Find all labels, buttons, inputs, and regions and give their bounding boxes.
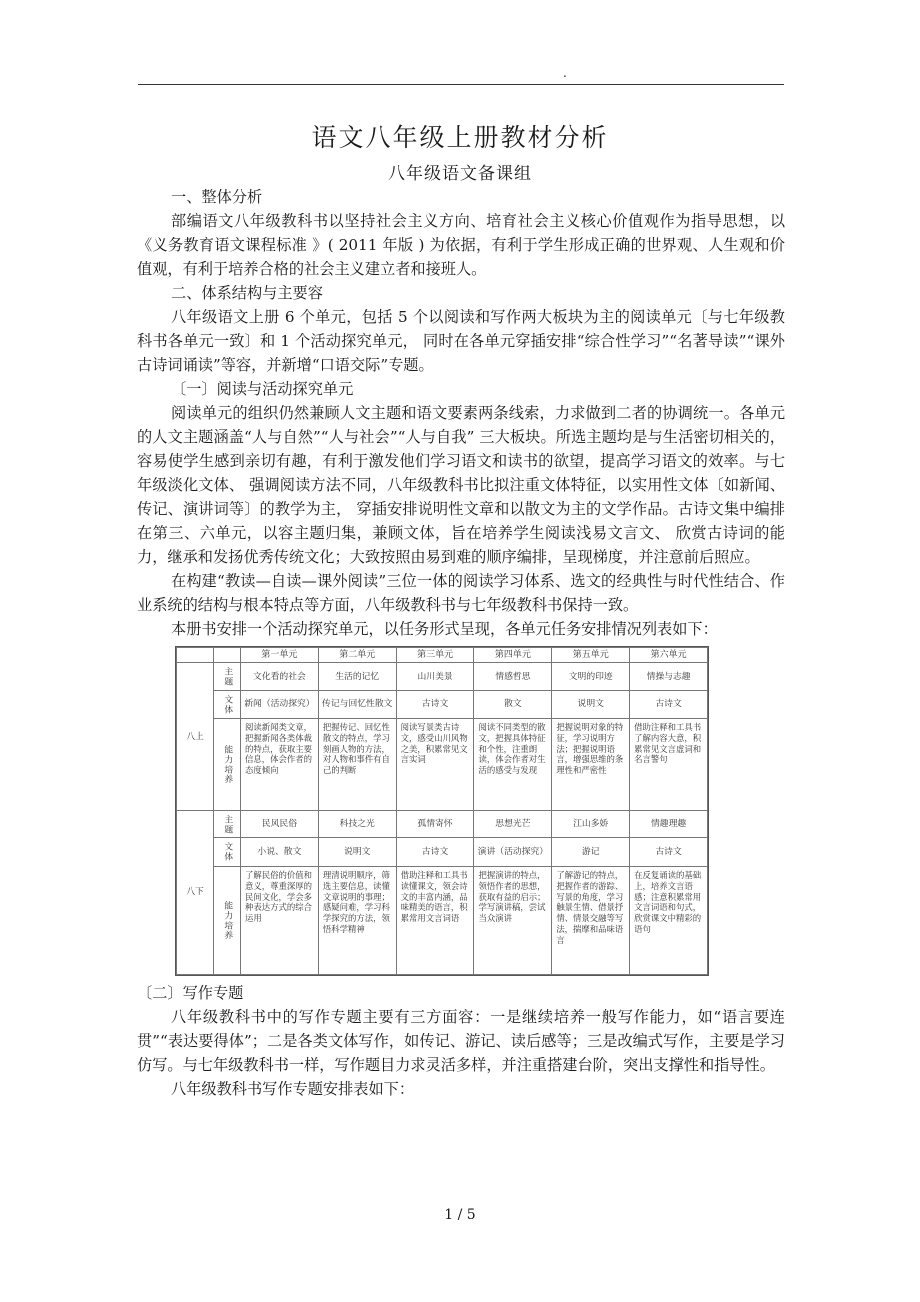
theme-cell: 情感哲思 <box>474 663 552 691</box>
unit-header: 第二单元 <box>318 648 396 663</box>
section-heading-structure: 二、体系结构与主要容 <box>171 284 323 302</box>
ability-cell: 了解游记的特点，把握作者的游踪、写景的角度，学习触景生情、借景抒情、情景交融等写法，揣摩和品味语言 <box>552 866 630 974</box>
grade-label-upper: 八上 <box>177 663 214 811</box>
ability-cell: 借助注释和工具书了解内容大意，积累常见文言虚词和名言警句 <box>630 718 708 811</box>
row-label-ability: 能力培养 <box>214 718 241 811</box>
row-label-genre: 文体 <box>214 691 241 719</box>
unit-header: 第三单元 <box>396 648 474 663</box>
paragraph-reading-3: 本册书安排一个活动探究单元，以任务形式呈现，各单元任务安排情况列表如下： <box>171 620 718 638</box>
table-corner <box>177 648 214 663</box>
unit-task-table <box>175 646 709 976</box>
theme-cell: 生活的记忆 <box>318 663 396 691</box>
paragraph-reading-2: 在构建“教读—自读—课外阅读”三位一体的阅读学习体系、选文的经典性与时代性结合、作业系统的结构与根本特点等方面，八年级教科书与七年级教科书保持一致。 <box>137 572 785 614</box>
row-label-theme: 主题 <box>214 811 241 838</box>
genre-cell: 古诗文 <box>396 691 474 719</box>
genre-cell: 游记 <box>552 838 630 867</box>
subsection-heading-writing: 〔二〕写作专题 <box>137 984 244 1002</box>
ability-cell: 阅读写景类古诗文，感受山川风物之美，积累常见文言实词 <box>396 718 474 811</box>
ability-cell: 在反复诵读的基础上，培养文言语感；注意积累常用文言词语和句式，欣赏课文中精彩的语句 <box>630 866 708 974</box>
genre-cell: 新闻（活动探究） <box>241 691 319 719</box>
theme-cell: 孤情寄怀 <box>396 811 474 838</box>
unit-header: 第一单元 <box>241 648 319 663</box>
genre-cell: 小说、散文 <box>241 838 319 867</box>
unit-header: 第六单元 <box>630 648 708 663</box>
header-rule <box>138 84 784 85</box>
ability-cell: 借助注释和工具书读懂课文，领会诗文的丰富内涵，品味精美的语言，积累常用文言词语 <box>396 866 474 974</box>
ability-cell: 把握传记、回忆性散文的特点，学习刻画人物的方法，对人物和事件有自己的判断 <box>318 718 396 811</box>
theme-cell: 山川美景 <box>396 663 474 691</box>
ability-cell: 把握说明对象的特征，学习说明方法；把握说明语言，增强思维的条理性和严密性 <box>552 718 630 811</box>
table-corner <box>214 648 241 663</box>
theme-cell: 文化看的社会 <box>241 663 319 691</box>
ability-cell: 理清说明顺序，筛选主要信息，读懂文章说明的事理；感疑问难，学习科学探究的方法，领悟科学精神 <box>318 866 396 974</box>
paragraph-structure: 八年级语文上册 6 个单元，包括 5 个以阅读和写作两大板块为主的阅读单元〔与七年级教科书各单元一致〕和 1 个活动探究单元， 同时在各单元穿插安排“综合性学习”“名著导读”“课外古诗词诵读”等容，并新增“口语交际”专题。 <box>137 308 785 374</box>
theme-cell: 科技之光 <box>318 811 396 838</box>
theme-cell: 情操与志趣 <box>630 663 708 691</box>
theme-cell: 文明的印迹 <box>552 663 630 691</box>
grade-label-lower: 八下 <box>177 811 214 975</box>
header-dot: . <box>563 66 567 80</box>
paragraph-reading-1: 阅读单元的组织仍然兼顾人文主题和语文要素两条线索，力求做到二者的协调统一。各单元的人文主题涵盖“人与自然”“人与社会”“人与自我” 三大板块。所选主题均是与生活密切相关的，容易使学生感到亲切有趣，有利于激发他们学习语文和读书的欲望，提高学习语文的效率。与七年级淡化文体、 强调阅读方法不同，八年级教科书比拟注重文体特征，以实用性文体〔如新闻、传记、演讲词等〕的教学为主， 穿插安排说明性文章和以散文为主的文学作品。古诗文集中编排在第三、六单元，以容主题归集，兼顾文体，旨在培养学生阅读浅易文言文、 欣赏古诗词的能力，继承和发扬优秀传统文化；大致按照由易到难的顺序编排，呈现梯度，并注意前后照应。 <box>137 404 785 566</box>
theme-cell: 思想光芒 <box>474 811 552 838</box>
unit-header: 第四单元 <box>474 648 552 663</box>
genre-cell: 演讲（活动探究） <box>474 838 552 867</box>
ability-cell: 把握演讲的特点，领悟作者的思想，获取有益的启示；学写演讲稿，尝试当众演讲 <box>474 866 552 974</box>
theme-cell: 民风民俗 <box>241 811 319 838</box>
ability-cell: 阅读新闻类文章，把握新闻各类体裁的特点，获取主要信息，体会作者的态度倾向 <box>241 718 319 811</box>
genre-cell: 古诗文 <box>630 838 708 867</box>
row-label-ability: 能力培养 <box>214 866 241 974</box>
theme-cell: 江山多娇 <box>552 811 630 838</box>
paragraph-writing-2: 八年级教科书写作专题安排表如下： <box>171 1080 414 1098</box>
document-title: 语文八年级上册教材分析 <box>311 123 609 152</box>
paragraph-overall: 部编语文八年级教科书以坚持社会主义方向、培育社会主义核心价值观作为指导思想，以《义务教育语文课程标准 》( 2011 年版 ) 为依据，有利于学生形成正确的世界观、人生观和价值观，有利于培养合格的社会主义建立者和接班人。 <box>137 212 785 278</box>
genre-cell: 说明文 <box>318 838 396 867</box>
genre-cell: 古诗文 <box>396 838 474 867</box>
genre-cell: 说明文 <box>552 691 630 719</box>
page-number: 1 / 5 <box>444 1207 476 1223</box>
unit-header: 第五单元 <box>552 648 630 663</box>
subsection-heading-reading: 〔一〕阅读与活动探究单元 <box>171 380 354 398</box>
genre-cell: 散文 <box>474 691 552 719</box>
ability-cell: 了解民俗的价值和意义，尊重深厚的民间文化，学会多种表达方式的综合运用 <box>241 866 319 974</box>
genre-cell: 传记与回忆性散文 <box>318 691 396 719</box>
theme-cell: 情趣理趣 <box>630 811 708 838</box>
genre-cell: 古诗文 <box>630 691 708 719</box>
row-label-genre: 文体 <box>214 838 241 867</box>
document-body <box>137 185 785 1101</box>
paragraph-writing-1: 八年级教科书中的写作专题主要有三方面容：一是继续培养一般写作能力，如“语言要连贯”“表达要得体”；二是各类文体写作，如传记、游记、读后感等；三是改编式写作，主要是学习仿写。与七年级教科书一样，写作题目力求灵活多样，并注重搭建台阶，突出支撑性和指导性。 <box>137 1008 785 1074</box>
section-heading-overall: 一、整体分析 <box>171 188 263 206</box>
document-subtitle: 八年级语文备课组 <box>388 164 532 184</box>
ability-cell: 阅读不同类型的散文，把握具体特征和个性，注重朗读，体会作者对生活的感受与发现 <box>474 718 552 811</box>
row-label-theme: 主题 <box>214 663 241 691</box>
